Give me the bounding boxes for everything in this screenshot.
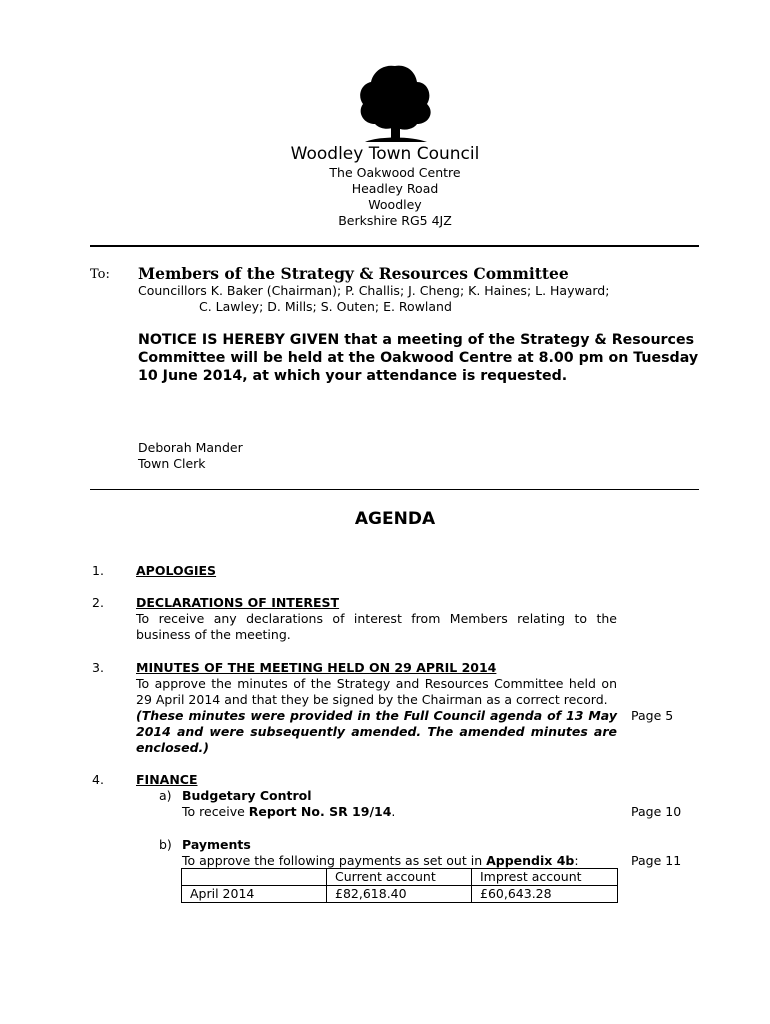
table-cell: April 2014 — [182, 886, 327, 903]
page-reference: Page 11 — [631, 853, 682, 868]
table-cell: £60,643.28 — [472, 886, 618, 903]
signatory-name: Deborah Mander — [138, 440, 243, 455]
table-cell: £82,618.40 — [327, 886, 472, 903]
agenda-item-heading: DECLARATIONS OF INTEREST — [136, 595, 340, 610]
subitem-heading: Payments — [182, 837, 251, 852]
signatory-title: Town Clerk — [138, 456, 206, 471]
subitem-text: To approve the following payments as set out in Appendix 4b: — [182, 853, 579, 868]
table-header-row — [182, 869, 618, 886]
subitem-label: a) — [159, 788, 172, 803]
payments-table — [181, 868, 618, 903]
agenda-item-heading: FINANCE — [136, 772, 198, 787]
minutes-note: (These minutes were provided in the Full Council agenda of 13 May 2014 and were subsequently amended. The amended minutes are enclosed.) — [136, 708, 617, 755]
recipient-title: Members of the Strategy & Resources Committee — [138, 264, 569, 283]
agenda-item-number: 4. — [92, 772, 104, 787]
section-divider — [90, 489, 699, 490]
agenda-item-text: To receive any declarations of interest from Members relating to the business of the meeting. — [136, 611, 617, 642]
svg-text:74: 74 — [401, 130, 408, 136]
councillors-line: C. Lawley; D. Mills; S. Outen; E. Rowland — [199, 299, 452, 314]
meeting-notice: NOTICE IS HEREBY GIVEN that a meeting of the Strategy & Resources Committee will be held at the Oakwood Centre at 8.00 pm on Tuesday 10 June 2014, at which your attendance is requested. — [138, 332, 699, 384]
councillors-line: Councillors K. Baker (Chairman); P. Challis; J. Cheng; K. Haines; L. Hayward; — [138, 283, 610, 298]
to-label: To: — [90, 267, 110, 282]
council-tree-logo — [355, 60, 435, 146]
address-line: Headley Road — [351, 181, 439, 196]
address-line: Woodley — [368, 197, 422, 212]
svg-text:19: 19 — [385, 130, 392, 136]
table-row — [182, 886, 618, 903]
subitem-text: To receive Report No. SR 19/14. — [182, 804, 396, 819]
agenda-item-number: 2. — [92, 595, 104, 610]
table-header-cell — [182, 869, 327, 886]
agenda-item-heading: APOLOGIES — [136, 563, 217, 578]
address-line: The Oakwood Centre — [329, 165, 461, 180]
page-reference: Page 10 — [631, 804, 682, 819]
table-header-cell: Imprest account — [472, 869, 618, 886]
agenda-title: AGENDA — [354, 509, 436, 529]
council-name: Woodley Town Council — [290, 144, 480, 164]
agenda-item-text: To approve the minutes of the Strategy and Resources Committee held on 29 April 2014 and that they be signed by the Chairman as a correct record. — [136, 676, 617, 707]
table-header-cell: Current account — [327, 869, 472, 886]
header-divider — [90, 245, 699, 247]
agenda-item-heading: MINUTES OF THE MEETING HELD ON 29 APRIL 2014 — [136, 660, 497, 675]
subitem-heading: Budgetary Control — [182, 788, 312, 803]
address-line: Berkshire RG5 4JZ — [338, 213, 452, 228]
agenda-item-number: 3. — [92, 660, 104, 675]
agenda-item-number: 1. — [92, 563, 104, 578]
subitem-label: b) — [159, 837, 172, 852]
page-reference: Page 5 — [631, 708, 674, 723]
